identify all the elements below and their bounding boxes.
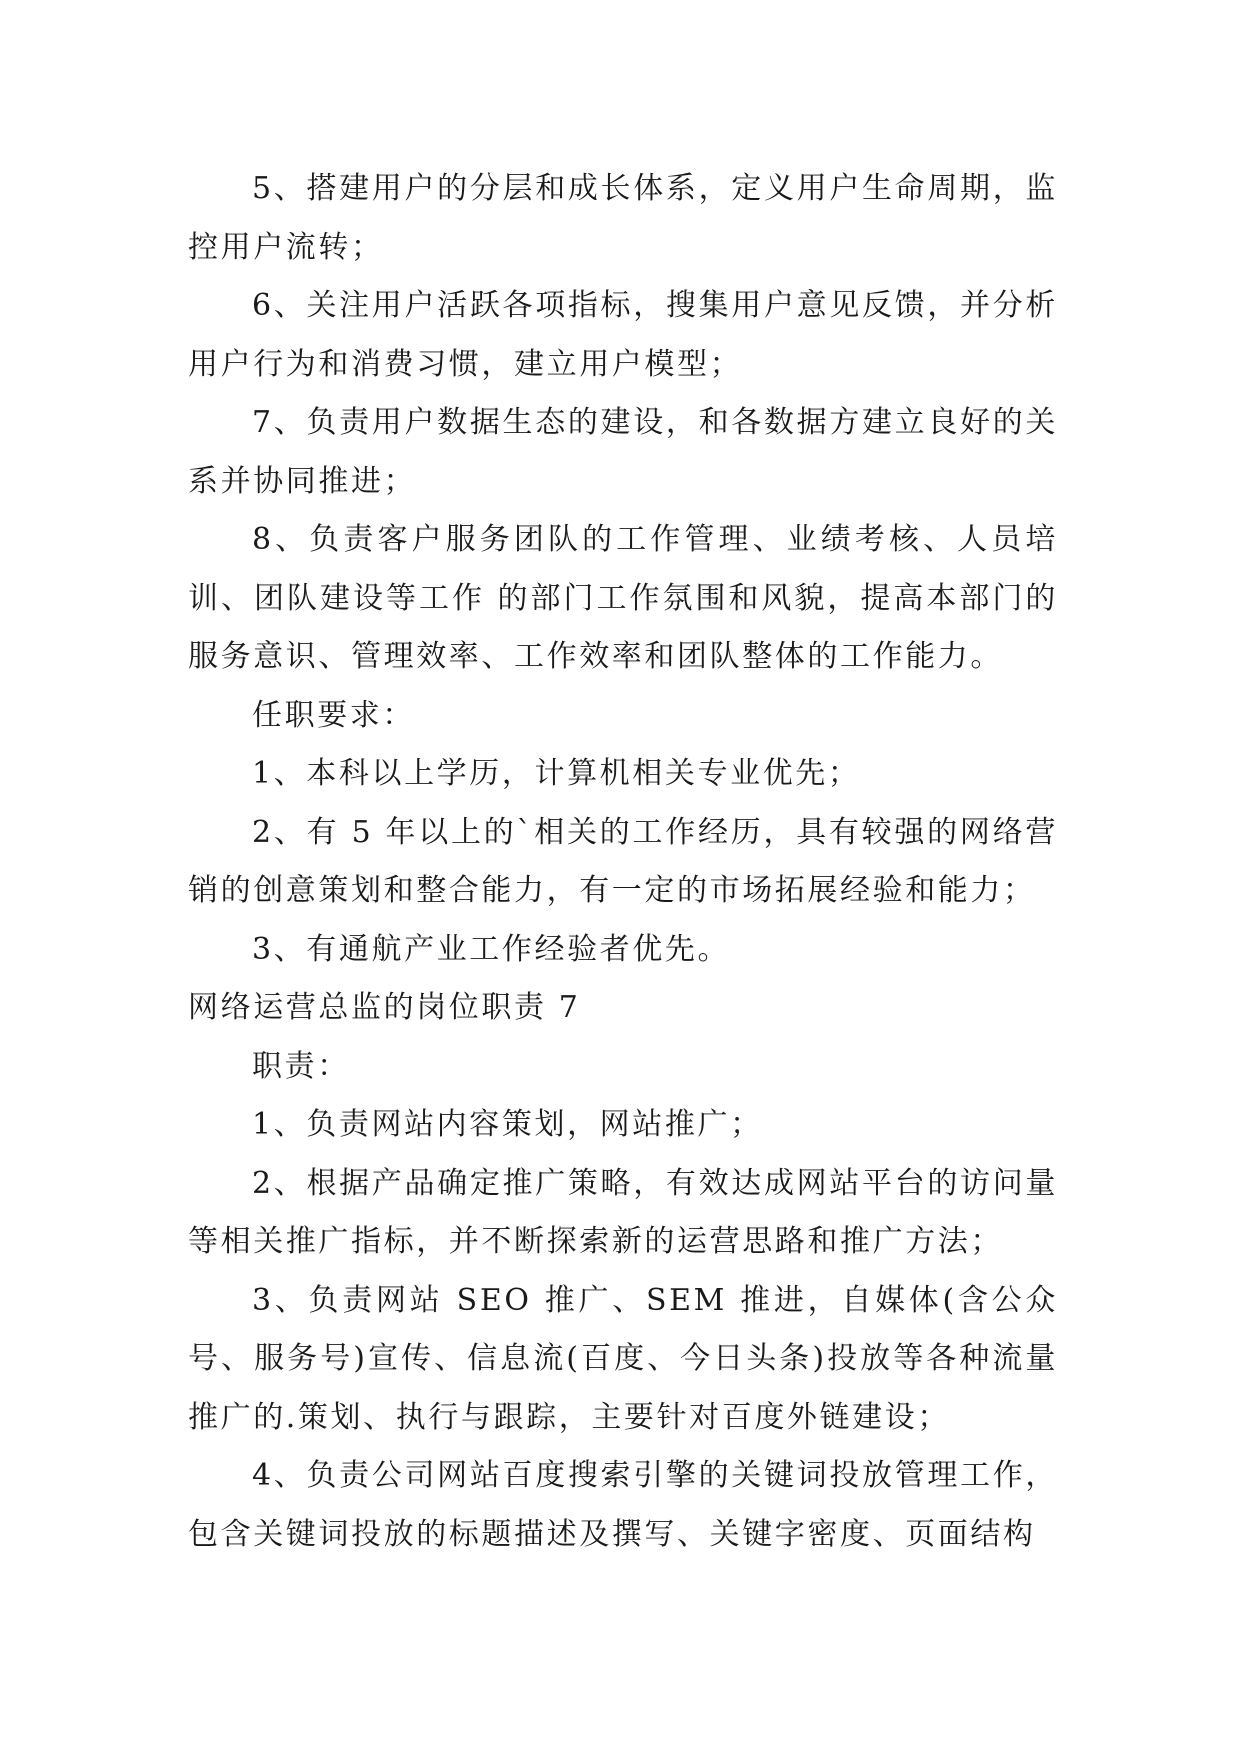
section-heading: 网络运营总监的岗位职责 7 [188, 990, 581, 1025]
requirement-item-1: 1、本科以上学历，计算机相关专业优先； [252, 756, 861, 791]
requirement-item-2: 2、有 5 年以上的`相关的工作经历，具有较强的网络营销的创意策划和整合能力，有一定的市场拓展经验和能力； [188, 814, 1058, 908]
paragraph-item-6: 6、关注用户活跃各项指标，搜集用户意见反馈，并分析用户行为和消费习惯，建立用户模型； [188, 288, 1058, 382]
duty-item-1: 1、负责网站内容策划，网站推广； [252, 1107, 763, 1142]
document-body [188, 160, 1058, 1564]
duty-item-3: 3、负责网站 SEO 推广、SEM 推进，自媒体(含公众号、服务号)宣传、信息流(百度、今日头条)投放等各种流量推广的.策划、执行与跟踪，主要针对百度外链建设； [188, 1282, 1058, 1435]
requirements-label: 任职要求： [252, 697, 415, 733]
duty-item-2: 2、根据产品确定推广策略，有效达成网站平台的访问量等相关推广指标，并不断探索新的运营思路和推广方法； [188, 1165, 1058, 1259]
requirement-item-3: 3、有通航产业工作经验者优先。 [252, 931, 731, 967]
duties-label: 职责： [252, 1048, 350, 1084]
paragraph-item-7: 7、负责用户数据生态的建设，和各数据方建立良好的关系并协同推进； [188, 405, 1058, 499]
paragraph-item-5: 5、搭建用户的分层和成长体系，定义用户生命周期，监控用户流转； [188, 171, 1058, 265]
paragraph-item-8: 8、负责客户服务团队的工作管理、业绩考核、人员培训、团队建设等工作 的部门工作氛围和风貌，提高本部门的服务意识、管理效率、工作效率和团队整体的工作能力。 [188, 522, 1058, 674]
duty-item-4: 4、负责公司网站百度搜索引擎的关键词投放管理工作，包含关键词投放的标题描述及撰写、关键字密度、页面结构 [188, 1458, 1058, 1552]
